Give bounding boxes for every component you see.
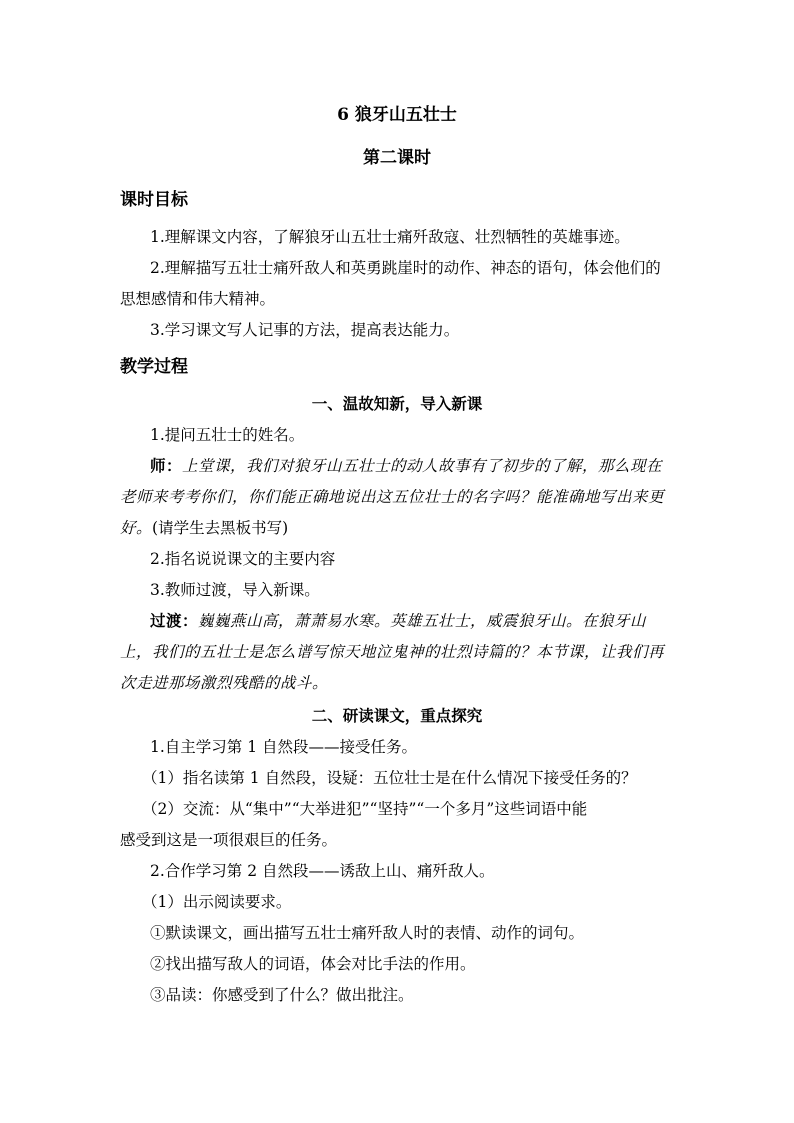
sub-step-item: （1）出示阅读要求。 — [142, 893, 292, 911]
teacher-note: (请学生去黑板书写) — [152, 519, 289, 537]
lesson-subtitle: 第二课时 — [363, 148, 431, 168]
transition-text: 巍巍燕山高，萧萧易水寒。英雄五壮士，威震狼牙山。在狼牙山 — [198, 612, 647, 630]
sub-step-item: （2）交流：从“集中”“大举进犯”“坚持”“一个多月”这些词语中能 — [142, 800, 588, 818]
step-item: 2.指名说说课文的主要内容 — [150, 550, 336, 568]
section-heading-goals: 课时目标 — [120, 190, 188, 210]
transition-speech — [150, 611, 646, 631]
part-heading: 一、温故知新，导入新课 — [311, 394, 483, 413]
requirement-item: ③品读：你感受到了什么？做出批注。 — [150, 986, 414, 1004]
sub-step-item: （1）指名读第 1 自然段，设疑：五位壮士是在什么情况下接受任务的？ — [142, 769, 637, 787]
step-item: 3.教师过渡，导入新课。 — [150, 581, 320, 599]
goal-item: 2.理解描写五壮士痛歼敌人和英勇跳崖时的动作、神态的语句，体会他们的 — [150, 259, 661, 277]
teacher-speech-line — [120, 518, 288, 538]
step-item: 1.提问五壮士的姓名。 — [150, 426, 305, 444]
sub-step-item-continued: 感受到这是一项很艰巨的任务。 — [120, 831, 338, 849]
teacher-speech — [150, 456, 662, 476]
transition-speech-line: 次走进那场激烈残酷的战斗。 — [120, 674, 329, 692]
goal-item-continued: 思想感情和伟大精神。 — [120, 290, 276, 308]
part-heading: 二、研读课文，重点探究 — [311, 706, 483, 725]
goal-item: 1.理解课文内容，了解狼牙山五壮士痛歼敌寇、壮烈牺牲的英雄事迹。 — [150, 228, 630, 246]
teacher-text: 上堂课，我们对狼牙山五壮士的动人故事有了初步的了解，那么现在 — [182, 457, 663, 475]
step-item: 2.合作学习第 2 自然段——诱敌上山、痛歼敌人。 — [150, 862, 495, 880]
teacher-speech-line: 老师来考考你们，你们能正确地说出这五位壮士的名字吗？能准确地写出来更 — [120, 488, 665, 506]
teacher-text: 好。 — [120, 519, 153, 537]
lesson-title: 6 狼牙山五壮士 — [337, 105, 457, 125]
section-heading-process: 教学过程 — [120, 357, 188, 377]
step-item: 1.自主学习第 1 自然段——接受任务。 — [150, 738, 418, 756]
requirement-item: ①默读课文，画出描写五壮士痛歼敌人时的表情、动作的词句。 — [150, 924, 585, 942]
transition-label: 过渡： — [150, 611, 199, 630]
transition-speech-line: 上，我们的五壮士是怎么谱写惊天地泣鬼神的壮烈诗篇的？本节课，让我们再 — [120, 643, 665, 661]
teacher-label: 师： — [150, 456, 183, 475]
goal-item: 3.学习课文写人记事的方法，提高表达能力。 — [150, 321, 460, 339]
requirement-item: ②找出描写敌人的词语，体会对比手法的作用。 — [150, 955, 476, 973]
